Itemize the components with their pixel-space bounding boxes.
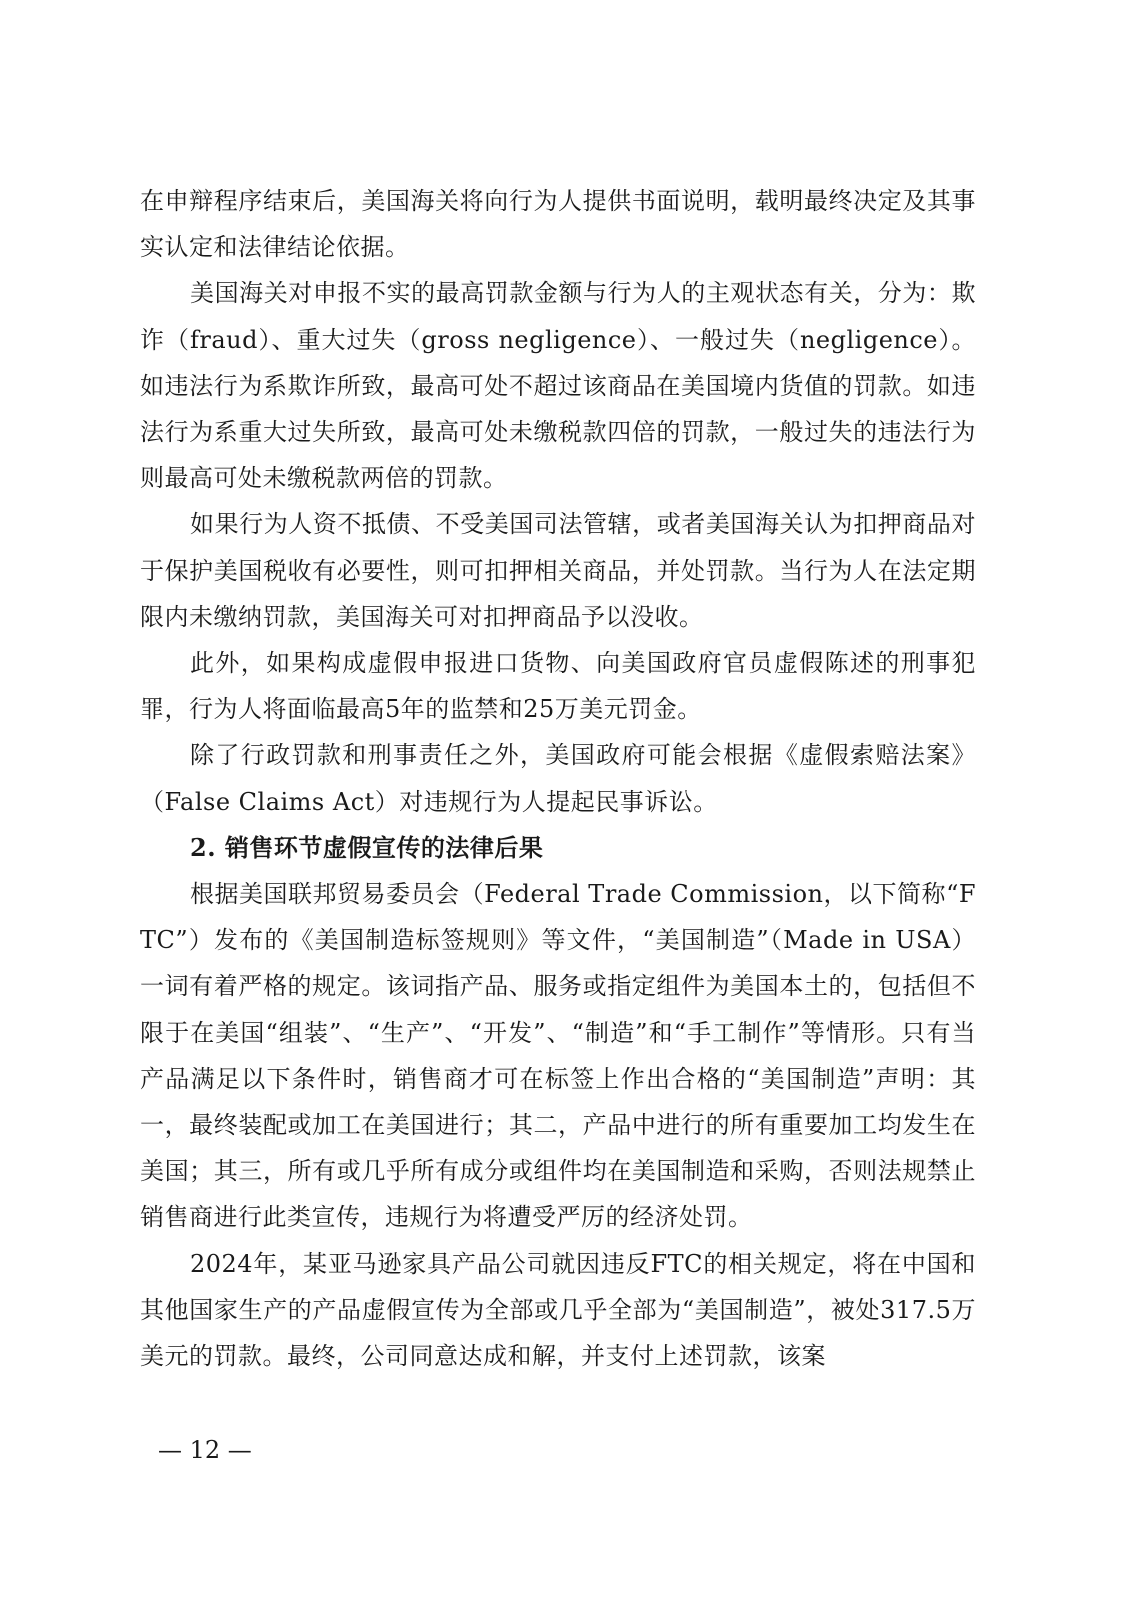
section-heading: 2. 销售环节虚假宣传的法律后果 [190, 832, 544, 862]
paragraph-made-in-usa-rule: 根据美国联邦贸易委员会（Federal Trade Commission，以下简称“FTC”）发布的《美国制造标签规则》等文件，“美国制造”（Made in USA）一词有着严格的规定。该词指产品、服务或指定组件为美国本土的，包括但不限于在美国“组装”、“生产”、“开发”、“制造”和“手工制作”等情形。只有当产品满足以下条件时，销售商才可在标签上作出合格的“美国制造”声明：其一，最终装配或加工在美国进行；其二，产品中进行的所有重要加工均发生在美国；其三，所有或几乎所有成分或组件均在美国制造和采购，否则法规禁止销售商进行此类宣传，违规行为将遭受严厉的经济处罚。 [140, 880, 976, 1232]
paragraph-criminal-liability: 此外，如果构成虚假申报进口货物、向美国政府官员虚假陈述的刑事犯罪，行为人将面临最高5年的监禁和25万美元罚金。 [140, 649, 976, 724]
paragraph-penalty-levels: 美国海关对申报不实的最高罚款金额与行为人的主观状态有关，分为：欺诈（fraud）、重大过失（gross negligence）、一般过失（negligence）。如违法行为系欺诈所致，最高可处不超过该商品在美国境内货值的罚款。如违法行为系重大过失所致，最高可处未缴税款四倍的罚款，一般过失的违法行为则最高可处未缴税款两倍的罚款。 [140, 279, 976, 493]
paragraph-false-claims-act: 除了行政罚款和刑事责任之外，美国政府可能会根据《虚假索赔法案》（False Claims Act）对违规行为人提起民事诉讼。 [140, 741, 976, 816]
body-text [140, 178, 976, 1379]
page-number: — 12 — [158, 1436, 252, 1464]
paragraph-case-example: 2024年，某亚马逊家具产品公司就因违反FTC的相关规定，将在中国和其他国家生产的产品虚假宣传为全部或几乎全部为“美国制造”，被处317.5万美元的罚款。最终，公司同意达成和解，并支付上述罚款，该案 [140, 1249, 976, 1371]
paragraph-seizure: 如果行为人资不抵债、不受美国司法管辖，或者美国海关认为扣押商品对于保护美国税收有必要性，则可扣押相关商品，并处罚款。当行为人在法定期限内未缴纳罚款，美国海关可对扣押商品予以没收。 [140, 510, 976, 631]
paragraph-continuation: 在申辩程序结束后，美国海关将向行为人提供书面说明，载明最终决定及其事实认定和法律结论依据。 [140, 187, 976, 262]
